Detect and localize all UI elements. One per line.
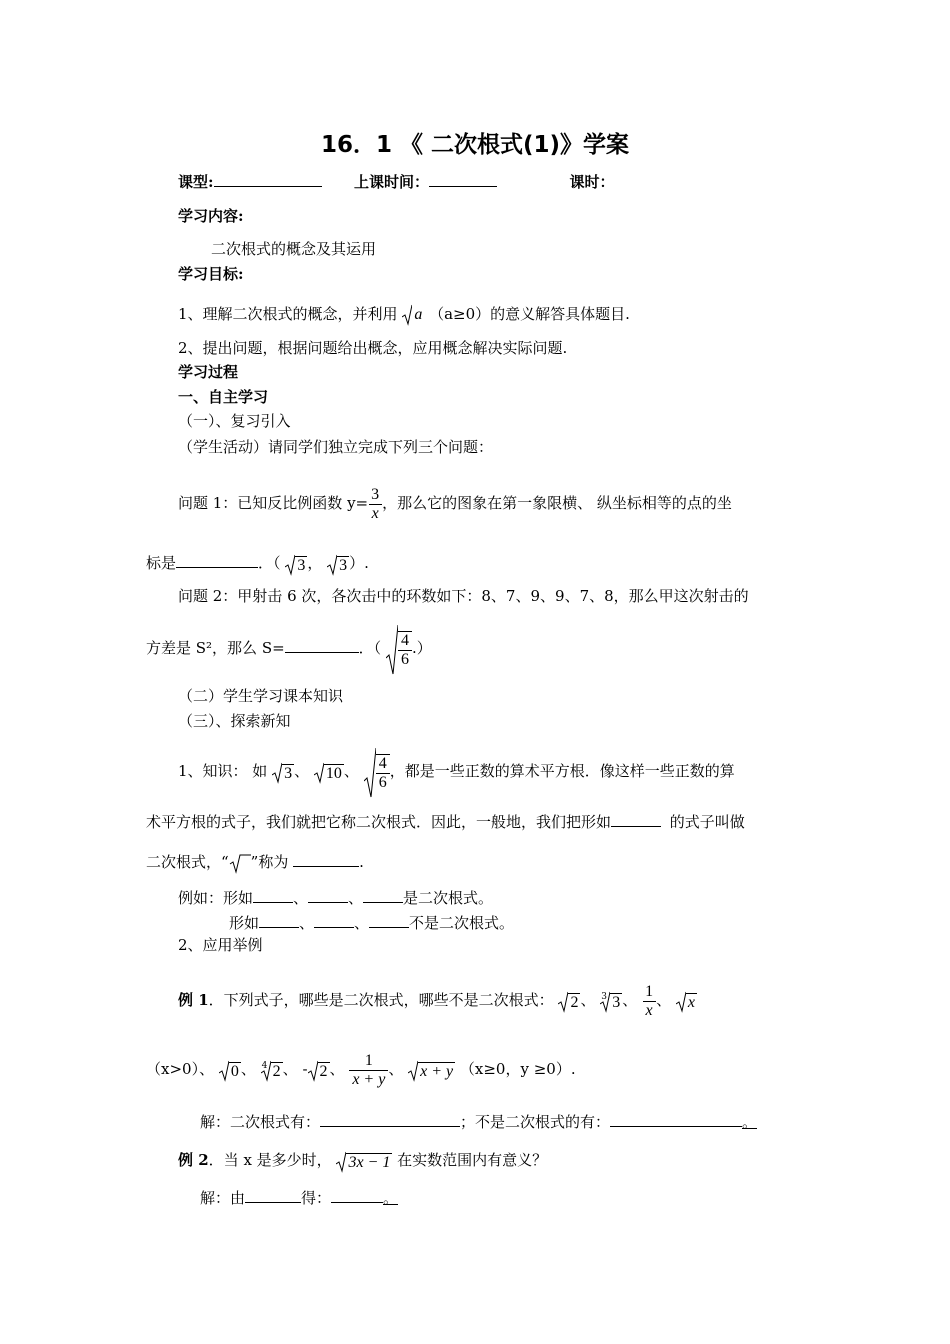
- non-radicals-answer-blank[interactable]: [610, 1110, 742, 1127]
- type-label: 课型:: [178, 173, 214, 191]
- fraction-1-over-x-plus-y: $\frac{1}{x + y}$: [349, 1052, 388, 1089]
- sqrt-3: 3: [272, 743, 294, 801]
- result-blank[interactable]: [331, 1186, 383, 1203]
- radical-sign: [229, 849, 251, 877]
- sqrt-4-over-6: $\frac{4}{6}$: [386, 621, 412, 677]
- content-text: 二次根式的概念及其运用: [211, 240, 377, 258]
- section-1: 一、自主学习: [178, 388, 269, 406]
- q1-answer-blank[interactable]: [176, 551, 258, 568]
- goals-heading: 学习目标:: [178, 265, 244, 283]
- knowledge-line2: 术平方根的式子，我们就把它称二次根式．因此，一般地，我们把形如 的式子叫做: [146, 810, 745, 832]
- example-2: 例 2．当 x 是多少时， 3x − 1 在实数范围内有意义？: [178, 1146, 547, 1174]
- q2-answer-blank[interactable]: [285, 636, 359, 653]
- sqrt-3x-minus-1: 3x − 1: [336, 1147, 392, 1175]
- sqrt-x: x: [676, 969, 697, 1033]
- solution-1: 解：二次根式有： ；不是二次根式的有： 。: [200, 1110, 757, 1132]
- time-blank[interactable]: [429, 170, 497, 187]
- question-1-line1: 问题 1：已知反比例函数 y= $\frac{3}{x}$ ，那么它的图象在第一象限横、 纵坐标相等的点的坐: [178, 485, 732, 522]
- cube-root-3: 3 3: [601, 992, 621, 1011]
- condition-blank[interactable]: [245, 1186, 301, 1203]
- example-1-line2: （x>0）、 0 、 4 2 、 - 2 、 $\frac{1}{x + y}$ 、 x + y （x≥0，y ≥0）.: [146, 1040, 576, 1098]
- goal-2: 2、提出问题，根据问题给出概念，应用概念解决实际问题.: [178, 339, 568, 357]
- page-title: 16．1 《 二次根式(1)》学案: [320, 132, 630, 158]
- subsection-review: （一）、复习引入: [178, 412, 291, 430]
- subsection-examples: 2、应用举例: [178, 936, 263, 954]
- sqrt-2: 2: [558, 969, 580, 1033]
- fraction-3-over-x: $\frac{3}{x}$: [368, 486, 382, 523]
- sqrt-a: a: [402, 304, 424, 326]
- sqrt-x-plus-y: x + y: [408, 1041, 455, 1099]
- knowledge-line3: 二次根式，“ ”称为 .: [146, 848, 364, 876]
- time-label: 上课时间：: [354, 173, 430, 191]
- radicals-answer-blank[interactable]: [320, 1110, 460, 1127]
- form-blank[interactable]: [611, 810, 661, 827]
- sqrt-3: 3: [327, 547, 349, 581]
- goal-1: 1、理解二次根式的概念，并利用 a （a≥0）的意义解答具体题目.: [178, 304, 630, 326]
- question-2-line1: 问题 2：甲射击 6 次，各次击中的环数如下：8、7、9、9、7、8，那么甲这次射击的: [178, 587, 749, 605]
- sqrt-10: 10: [314, 743, 344, 801]
- process-heading: 学习过程: [178, 363, 239, 381]
- sqrt-4-over-6: $\frac{4}{6}$: [364, 743, 390, 801]
- question-1-line2: 标是 ．（ 3 ， 3 ）.: [146, 546, 369, 580]
- sqrt-3: 3: [285, 547, 307, 581]
- period-label: 课时：: [569, 173, 615, 191]
- fraction-1-over-x: $\frac{1}{x}$: [642, 983, 656, 1020]
- solution-2: 解：由 得： 。: [200, 1186, 398, 1208]
- example-line-radicals: 例如：形如 、 、 是二次根式。: [178, 886, 493, 908]
- radical-name-blank[interactable]: [293, 850, 359, 867]
- type-blank[interactable]: [214, 170, 322, 187]
- content-heading: 学习内容:: [178, 207, 244, 225]
- example-line-non-radicals: 形如 、 、 不是二次根式。: [229, 911, 514, 933]
- sqrt-0: 0: [219, 1041, 241, 1099]
- sqrt-2: 2: [308, 1041, 330, 1099]
- knowledge-line1: 1、知识： 如 3 、 10 、 $\frac{4}{6}$ ，都是一些正数的算术平方根．像这样一些正数的算: [178, 742, 735, 800]
- subsection-explore: （三）、探索新知: [178, 712, 291, 730]
- example-1-line1: 例 1．下列式子，哪些是二次根式，哪些不是二次根式： 2 、 3 3 、 $\frac{1}{x}$ 、 x: [178, 968, 697, 1032]
- header-row: [178, 170, 615, 192]
- subsection-textbook: （二）学生学习课本知识: [178, 687, 344, 705]
- fourth-root-2: 4 2: [261, 1061, 281, 1080]
- activity-instruction: （学生活动）请同学们独立完成下列三个问题：: [178, 438, 494, 456]
- question-2-line2: 方差是 S²，那么 S= ．（ $\frac{4}{6}$ .）: [146, 620, 432, 676]
